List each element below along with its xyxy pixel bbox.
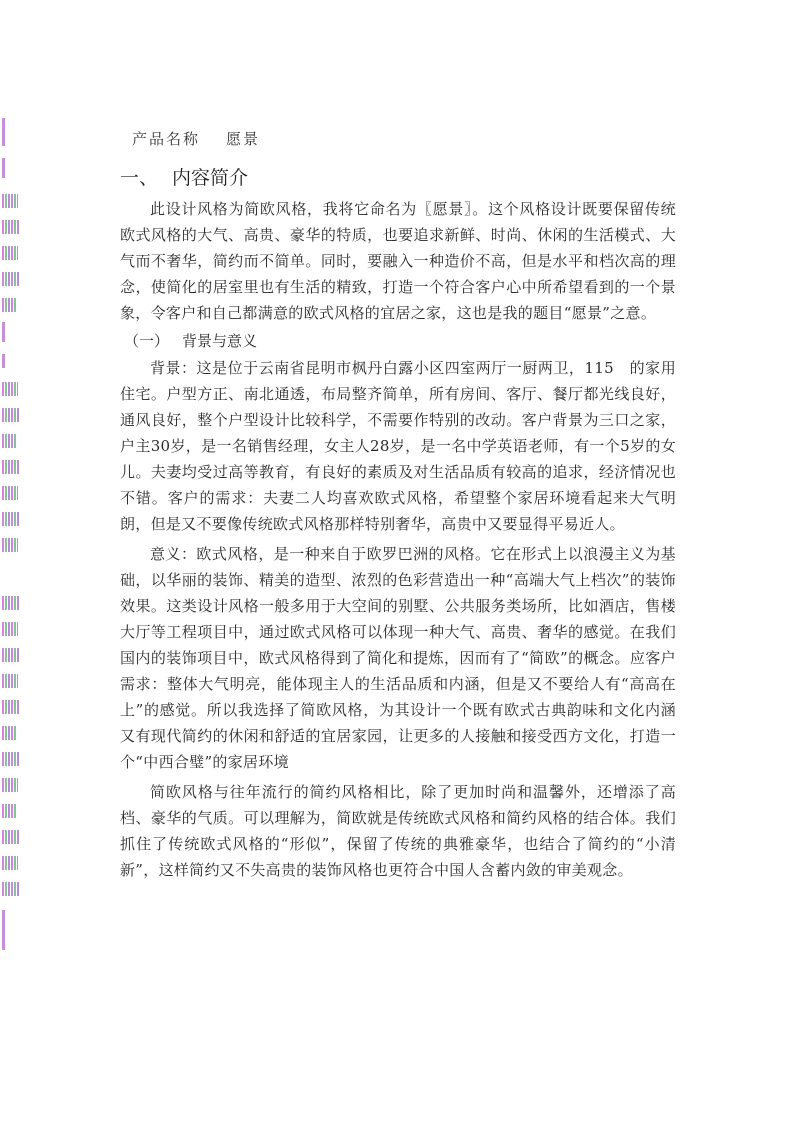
comparison-paragraph: 简欧风格与往年流行的简约风格相比，除了更加时尚和温馨外，还增添了高档、豪华的气质。可以理解为，简欧就是传统欧式风格和简约风格的结合体。我们抓住了传统欧式风格的“形似”，保留了传统的典雅豪华，也结合了简约的“小清新”，这样简约又不失高贵的装饰风格也更符合中国人含蓄内敛的审美观念。 [120,783,676,879]
product-name-value: 愿景 [226,130,261,148]
margin-mark [2,246,18,260]
left-margin-scan-marks [0,110,24,990]
product-name-line [132,128,676,149]
product-name-label: 产品名称 [132,130,201,148]
intro-paragraph: 此设计风格为简欧风格，我将它命名为〖愿景〗。这个风格设计既要保留传统欧式风格的大气、高贵、豪华的特质，也要追求新鲜、时尚、休闲的生活模式、大气而不奢华，简约而不简单。同时，要融入一种造价不高，但是水平和档次高的理念，使简化的居室里也有生活的精致，打造一个符合客户心中所希望看到的一个景象，令客户和自己都满意的欧式风格的宜居之家，这也是我的题目“愿景”之意。 [120,200,676,322]
section-title: 内容简介 [172,167,249,189]
margin-mark [2,674,18,688]
background-paragraph: 背景：这是位于云南省昆明市枫丹白露小区四室两厅一厨两卫，115 的家用住宅。户型方正、南北通透，布局整齐简单，所有房间、客厅、餐厅都光线良好，通风良好，整个户型设计比较科学，不需要作特别的改动。客户背景为三口之家，户主30岁，是一名销售经理，女主人28岁，是一名中学英语老师，有一个5岁的女儿。夫妻均受过高等教育，有良好的素质及对生活品质有较高的追求，经济情况也不错。客户的需求：夫妻二人均喜欢欧式风格，希望整个家居环境看起来大气明朗，但是又不要像传统欧式风格那样特别奢华，高贵中又要显得平易近人。 [120,359,676,533]
margin-mark [2,322,5,342]
margin-mark [2,726,17,740]
margin-mark [2,220,20,234]
margin-mark [2,882,19,896]
margin-mark [2,804,16,818]
margin-mark [2,272,19,286]
margin-mark [2,778,18,792]
margin-mark [2,622,18,636]
section-heading [120,163,676,190]
subsection-heading [124,330,676,351]
margin-mark [2,486,18,500]
margin-mark [2,538,18,552]
margin-mark [2,354,5,368]
subsection-number: （一） [124,332,170,350]
margin-mark [2,194,18,208]
margin-mark [2,118,5,146]
margin-mark [2,596,19,610]
margin-mark [2,648,20,662]
document-page [120,128,676,887]
margin-mark [2,700,19,714]
margin-mark [2,830,19,844]
margin-mark [2,158,5,178]
meaning-paragraph: 意义：欧式风格，是一种来自于欧罗巴洲的风格。它在形式上以浪漫主义为基础，以华丽的装饰、精美的造型、浓烈的色彩营造出一种“高端大气上档次”的装饰效果。这类设计风格一般多用于大空间的别墅、公共服务类场所，比如酒店，售楼大厅等工程项目中，通过欧式风格可以体现一种大气、高贵、奢华的感觉。在我们国内的装饰项目中，欧式风格得到了简化和提炼，因而有了“简欧”的概念。应客户需求：整体大气明亮，能体现主人的生活品质和内涵，但是又不要给人有“高高在上”的感觉。所以我选择了简欧风格，为其设计一个既有欧式古典韵味和文化内涵又有现代简约的休闲和舒适的宜居家园，让更多的人接触和接受西方文化，打造一个“中西合璧”的家居环境 [120,545,676,771]
margin-mark [2,752,19,766]
margin-mark [2,856,18,870]
margin-mark [2,382,18,396]
margin-mark [2,910,5,950]
margin-mark [2,460,19,474]
section-number: 一、 [120,167,159,189]
margin-mark [2,298,17,312]
margin-mark [2,434,17,448]
margin-mark [2,512,20,526]
margin-mark [2,408,19,422]
subsection-title: 背景与意义 [182,332,258,350]
